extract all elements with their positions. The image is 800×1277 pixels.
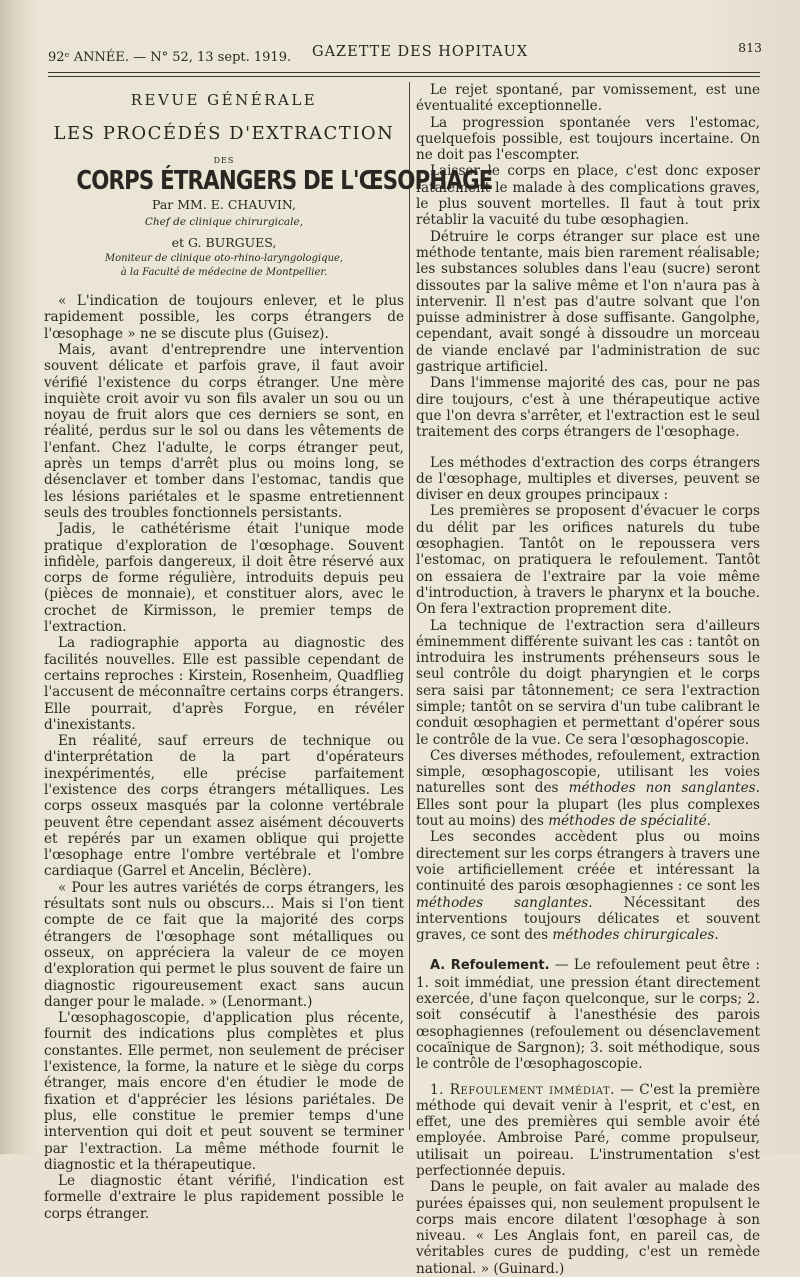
paragraph: Le rejet spontané, par vomissement, est une éventualité exceptionnelle. (416, 82, 760, 115)
author1-role: Chef de clinique chirurgicale, (144, 216, 304, 229)
section-a-text: — Le refoulement peut être : 1. soit immédiat, une pression étant directement exercée, d'une façon quelconque, sur le corps; 2. soit consécutif à l'anesthésie des parois œsophagiennes (refoulement ou désenclavement cocaïnique de Sargnon); 3. soit méthodique, sous le contrôle de l'œsophagoscopie. (416, 957, 760, 1073)
italic-term: méthodes chirurgicales (552, 927, 715, 944)
italic-term: méthodes sanglantes (416, 894, 589, 911)
section-a-paragraph (416, 957, 760, 1072)
paragraph: Détruire le corps étranger sur place est une méthode tentante, mais bien rarement réalisable; les substances solubles dans l'eau (sucre) seront dissoutes par la salive même et l'on n'aura pas à intervenir. Il n'est pas d'autre solvant que l'on puisse administrer à dose suffisante. Gangolphe, cependant, avait songé à dissoudre un morceau de viande enclavé par l'administration de suc gastrique artificiel. (416, 228, 760, 376)
paragraph: L'œsophagoscopie, d'application plus récente, fournit des indications plus complètes et plus constantes. Elle permet, non seulement de préciser l'existence, la forme, la nature et le siège du corps étranger, mais encore d'en étudier le mode de fixation et d'apprécier les lésions pariétales. De plus, elle constitue le premier temps d'une intervention qui doit et peut souvent se terminer par l'extraction. La même méthode fournit le diagnostic et la thérapeutique. (44, 1010, 404, 1173)
author1: Par MM. E. CHAUVIN, (152, 197, 296, 213)
text-run: . Elles sont pour la plupart (les plus complexes tout au moins) des (416, 780, 760, 830)
title-des: DES (213, 155, 235, 165)
paragraph: Laisser le corps en place, c'est donc exposer fatalement le malade à des complications graves, le plus souvent mortelles. Il faut à tout prix rétablir la vacuité du tube œsophagien. (416, 163, 760, 229)
author2: et G. BURGUES, (171, 234, 277, 250)
author2-role2: à la Faculté de médecine de Montpellier. (120, 267, 328, 279)
section-1-heading: 1. Refoulement immédiat. (430, 1081, 615, 1098)
header-rule-thin (48, 76, 760, 77)
journal-name: GAZETTE DES HOPITAUX (312, 44, 529, 60)
right-column (416, 82, 760, 1277)
issue-line: 92ᵉ ANNÉE. — N° 52, 13 sept. 1919. (48, 50, 292, 65)
paragraph (416, 829, 760, 943)
italic-term: méthodes de spécialité (548, 813, 707, 830)
paragraph: La progression spontanée vers l'estomac, quelquefois possible, est toujours incertaine. On ne doit pas l'escompter. (416, 114, 760, 164)
column-separator (409, 82, 410, 1130)
text-run: . Nécessitant des interventions toujours délicates et souvent graves, ce sont des (416, 894, 760, 944)
title-main: CORPS ÉTRANGERS DE L'ŒSOPHAGE (76, 165, 493, 196)
paragraph: Jadis, le cathétérisme était l'unique mode pratique d'exploration de l'œsophage. Souvent infidèle, parfois dangereux, il doit être réservé aux corps de forme régulière, introduits depuis peu (pièces de monnaie), et constituer alors, avec le crochet de Kirmisson, le premier temps de l'extraction. (44, 521, 404, 636)
paragraph: La radiographie apporta au diagnostic des facilités nouvelles. Elle est passible cependant de certains reproches : Kirstein, Rosenheim, Quadflieg l'accusent de méconnaître certains corps étrangers. Elle pourrait, d'après Forgue, en révéler d'inexistants. (44, 635, 404, 733)
text-run: . (706, 813, 711, 830)
header-rule (48, 72, 760, 73)
paragraph: Dans l'immense majorité des cas, pour ne pas dire toujours, c'est à une thérapeutique active que l'on devra s'arrêter, et l'extraction est le seul traitement des corps étrangers de l'œsophage. (416, 375, 760, 441)
section-a-heading: A. Refoulement. (430, 958, 550, 974)
section-label: REVUE GÉNÉRALE (130, 91, 318, 109)
text-run: Les secondes accèdent plus ou moins directement sur les corps étrangers à travers une voie artificiellement créée et intéressant la continuité des parois œsophagiennes : ce sont les (416, 829, 760, 895)
paragraph: La technique de l'extraction sera d'ailleurs éminemment différente suivant les cas : tantôt on introduira les instruments préhenseurs sous le seul contrôle du doigt pharyngien et le corps sera saisi par tâtonnement; ce sera l'extraction simple; tantôt on se servira d'un tube calibrant le conduit œsophagien et permettant d'opérer sous le contrôle de la vue. Ce sera l'œsophagoscopie. (416, 617, 760, 748)
text-run: . (714, 927, 719, 944)
paragraph: Les premières se proposent d'évacuer le corps du délit par les orifices naturels du tube œsophagien. Tantôt on le repoussera vers l'estomac, on pratiquera le refoulement. Tantôt on essaiera de l'extraire par la voie même d'introduction, à travers le pharynx et la bouche. On fera l'extraction proprement dite. (416, 503, 760, 618)
article-title-block (44, 91, 493, 279)
author2-role1: Moniteur de clinique oto-rhino-laryngologique, (104, 253, 344, 265)
paragraph: « Pour les autres variétés de corps étrangers, les résultats sont nuls ou obscurs... Mais si l'on tient compte de ce fait que la majorité des corps étrangers de l'œsophage sont métalliques ou osseux, on appréciera la valeur de ce moyen d'exploration qui permet le plus souvent de faire un diagnostic rigoureusement exact sans aucun danger pour le malade. » (Lenormant.) (44, 879, 404, 1010)
text-run: Ces diverses méthodes, refoulement, extraction simple, œsophagoscopie, utilisant les voies naturelles sont des (416, 747, 760, 797)
paragraph: Le diagnostic étant vérifié, l'indication est formelle d'extraire le plus rapidement possible le corps étranger. (44, 1173, 404, 1222)
paragraph: Dans le peuple, on fait avaler au malade des purées épaisses qui, non seulement propulsent le corps mais encore dilatent l'œsophage à son niveau. « Les Anglais font, en pareil cas, de véritables cures de pudding, c'est un remède national. » (Guinard.) (416, 1179, 760, 1277)
page-number: 813 (738, 40, 762, 55)
section-1-text: — C'est la première méthode qui devait venir à l'esprit, et c'est, en effet, une des premières qui semble avoir été employée. Ambroise Paré, comme propulseur, utilisait un poireau. L'instrumentation s'est perfectionnée depuis. (416, 1081, 760, 1179)
title-line1: LES PROCÉDÉS D'EXTRACTION (53, 123, 395, 145)
paragraph: « L'indication de toujours enlever, et le plus rapidement possible, les corps étrangers de l'œsophage » ne se discute plus (Guisez). (44, 293, 404, 342)
paragraph (416, 748, 760, 829)
paragraph: Les méthodes d'extraction des corps étrangers de l'œsophage, multiples et diverses, peuvent se diviser en deux groupes principaux : (416, 454, 760, 504)
page-header (48, 40, 762, 70)
italic-term: méthodes non sanglantes (568, 780, 756, 797)
paragraph: Mais, avant d'entreprendre une intervention souvent délicate et parfois grave, il faut avoir vérifié l'existence du corps étranger. Une mère inquiète croit avoir vu son fils avaler un sou ou un noyau de fruit alors que ces derniers se sont, en réalité, perdus sur le sol ou dans les vêtements de l'enfant. Chez l'adulte, le corps étranger peut, après un temps d'arrêt plus ou moins long, se désenclaver et tomber dans l'estomac, tandis que les lésions pariétales et le spasme entretiennent seuls des troubles fonctionnels persistants. (44, 341, 404, 521)
section-1-paragraph (416, 1082, 760, 1180)
paragraph: En réalité, sauf erreurs de technique ou d'interprétation de la part d'opérateurs inexpérimentés, elle précise parfaitement l'existence des corps étrangers métalliques. Les corps osseux masqués par la colonne vertébrale peuvent être cependant assez aisément découverts et repérés par un examen oblique qui projette l'œsophage entre l'ombre vertébrale et l'ombre cardiaque (Garrel et Ancelin, Béclère). (44, 733, 404, 880)
